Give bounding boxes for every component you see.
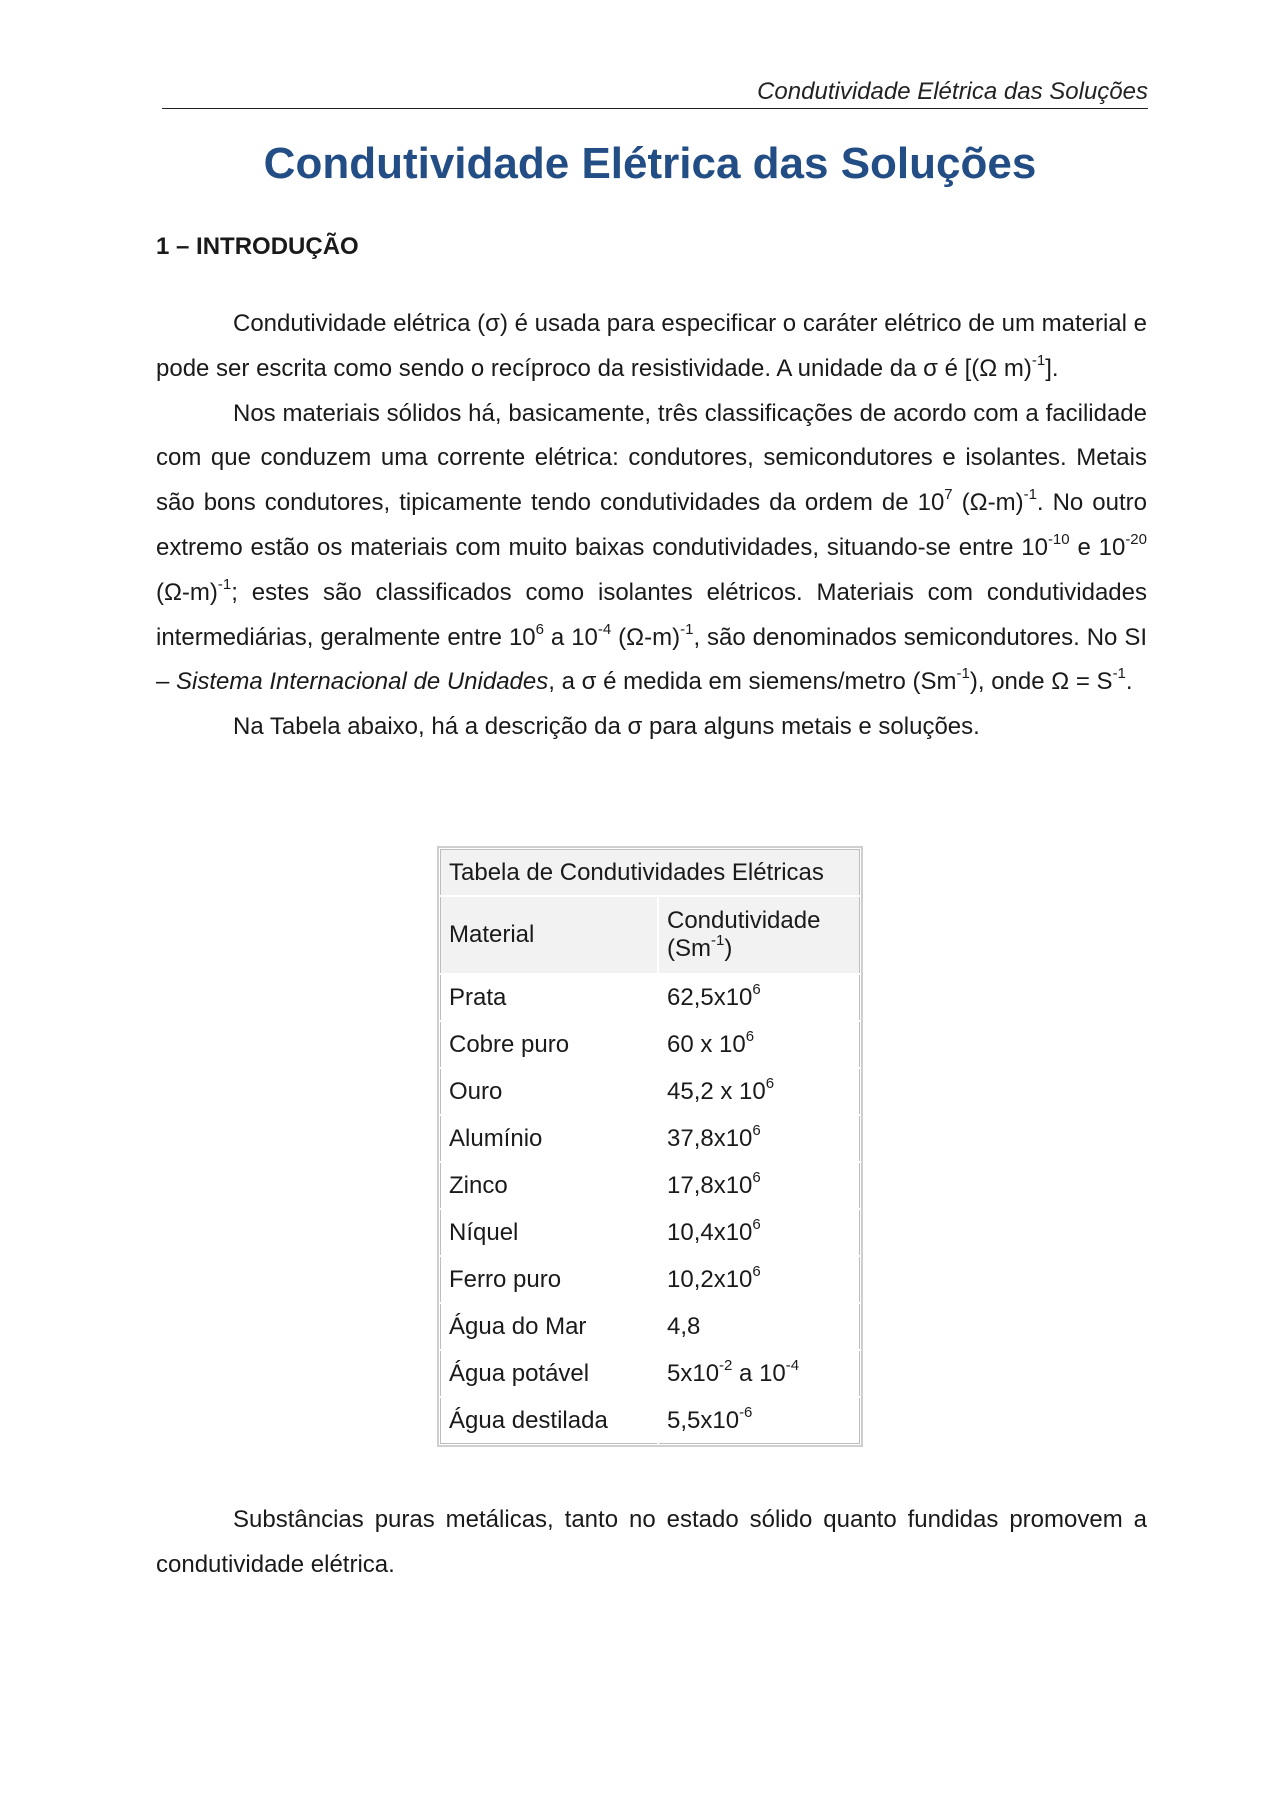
running-header: Condutividade Elétrica das Soluções bbox=[162, 78, 1148, 109]
material-cell: Água destilada bbox=[440, 1397, 658, 1444]
conductivity-cell: $62,5x10^6$ bbox=[658, 974, 860, 1021]
conductivity-cell: $5,5x10^{-6}$ bbox=[658, 1397, 860, 1444]
column-header-material: Material bbox=[440, 896, 658, 974]
material-cell: Alumínio bbox=[440, 1115, 658, 1162]
table-row bbox=[440, 974, 860, 1021]
paragraph-2: Nos materiais sólidos há, basicamente, três classificações de acordo com a facilidade com que conduzem uma corrente elétrica: condutores, semicondutores e isolantes. Metais são bons condutores, tipicamente tendo condutividades da ordem de $10^7$ $(\Omega-m)^{-1}$. No outro extremo estão os materiais com muito baixas condutividades, situando-se entre $10^{-10}$ e $10^{-20}$ $(\Omega-m)^{-1}$; estes são classificados como isolantes elétricos. Materiais com condutividades intermediárias, geralmente entre $10^6$ a $10^{-4}$ $(\Omega-m)^{-1}$, são denominados semicondutores. No SI – Sistema Internacional de Unidades, a σ é medida em siemens/metro $(Sm^{-1})$, onde $\Omega = S^{-1}$. bbox=[156, 399, 1148, 696]
material-cell: Níquel bbox=[440, 1209, 658, 1256]
column-header-conductivity: Condutividade $(Sm^{-1})$ bbox=[658, 896, 860, 974]
conductivity-cell: 45,2 x $10^6$ bbox=[658, 1068, 860, 1115]
material-cell: Zinco bbox=[440, 1162, 658, 1209]
table-row bbox=[440, 1397, 860, 1444]
table-caption-row bbox=[440, 849, 860, 896]
material-cell: Água potável bbox=[440, 1350, 658, 1397]
table-body bbox=[440, 974, 860, 1444]
conductivity-cell: $10,4x10^6$ bbox=[658, 1209, 860, 1256]
conductivity-cell: $17,8x10^6$ bbox=[658, 1162, 860, 1209]
material-cell: Água do Mar bbox=[440, 1303, 658, 1350]
document-title: Condutividade Elétrica das Soluções bbox=[263, 139, 1037, 188]
material-cell: Ouro bbox=[440, 1068, 658, 1115]
table-row bbox=[440, 1115, 860, 1162]
section-heading: 1 – INTRODUÇÃO bbox=[156, 233, 359, 260]
conductivity-cell: 60 x $10^6$ bbox=[658, 1021, 860, 1068]
conductivity-table bbox=[437, 846, 863, 1447]
conductivity-cell: $5x10^{-2}$ a $10^{-4}$ bbox=[658, 1350, 860, 1397]
table-row bbox=[440, 1303, 860, 1350]
table-row bbox=[440, 1162, 860, 1209]
table-caption: Tabela de Condutividades Elétricas bbox=[440, 849, 860, 896]
table-row bbox=[440, 1256, 860, 1303]
closing-text bbox=[156, 1498, 1147, 1588]
introduction-text bbox=[156, 302, 1147, 750]
table-row bbox=[440, 1021, 860, 1068]
table-row bbox=[440, 1350, 860, 1397]
material-cell: Prata bbox=[440, 974, 658, 1021]
paragraph-3: Na Tabela abaixo, há a descrição da σ para alguns metais e soluções. bbox=[233, 713, 980, 741]
material-cell: Ferro puro bbox=[440, 1256, 658, 1303]
conductivity-cell: $10,2x10^6$ bbox=[658, 1256, 860, 1303]
conductivity-cell: 4,8 bbox=[658, 1303, 860, 1350]
table-row bbox=[440, 1068, 860, 1115]
material-cell: Cobre puro bbox=[440, 1021, 658, 1068]
paragraph-1: Condutividade elétrica (σ) é usada para especificar o caráter elétrico de um material e pode ser escrita como sendo o recíproco da resistividade. A unidade da σ é [(Ω m)$^{-1}$]. bbox=[156, 310, 1147, 382]
table-header-row bbox=[440, 896, 860, 974]
conductivity-cell: $37,8x10^6$ bbox=[658, 1115, 860, 1162]
paragraph-4: Substâncias puras metálicas, tanto no estado sólido quanto fundidas promovem a condutividade elétrica. bbox=[156, 1506, 1147, 1578]
table-row bbox=[440, 1209, 860, 1256]
